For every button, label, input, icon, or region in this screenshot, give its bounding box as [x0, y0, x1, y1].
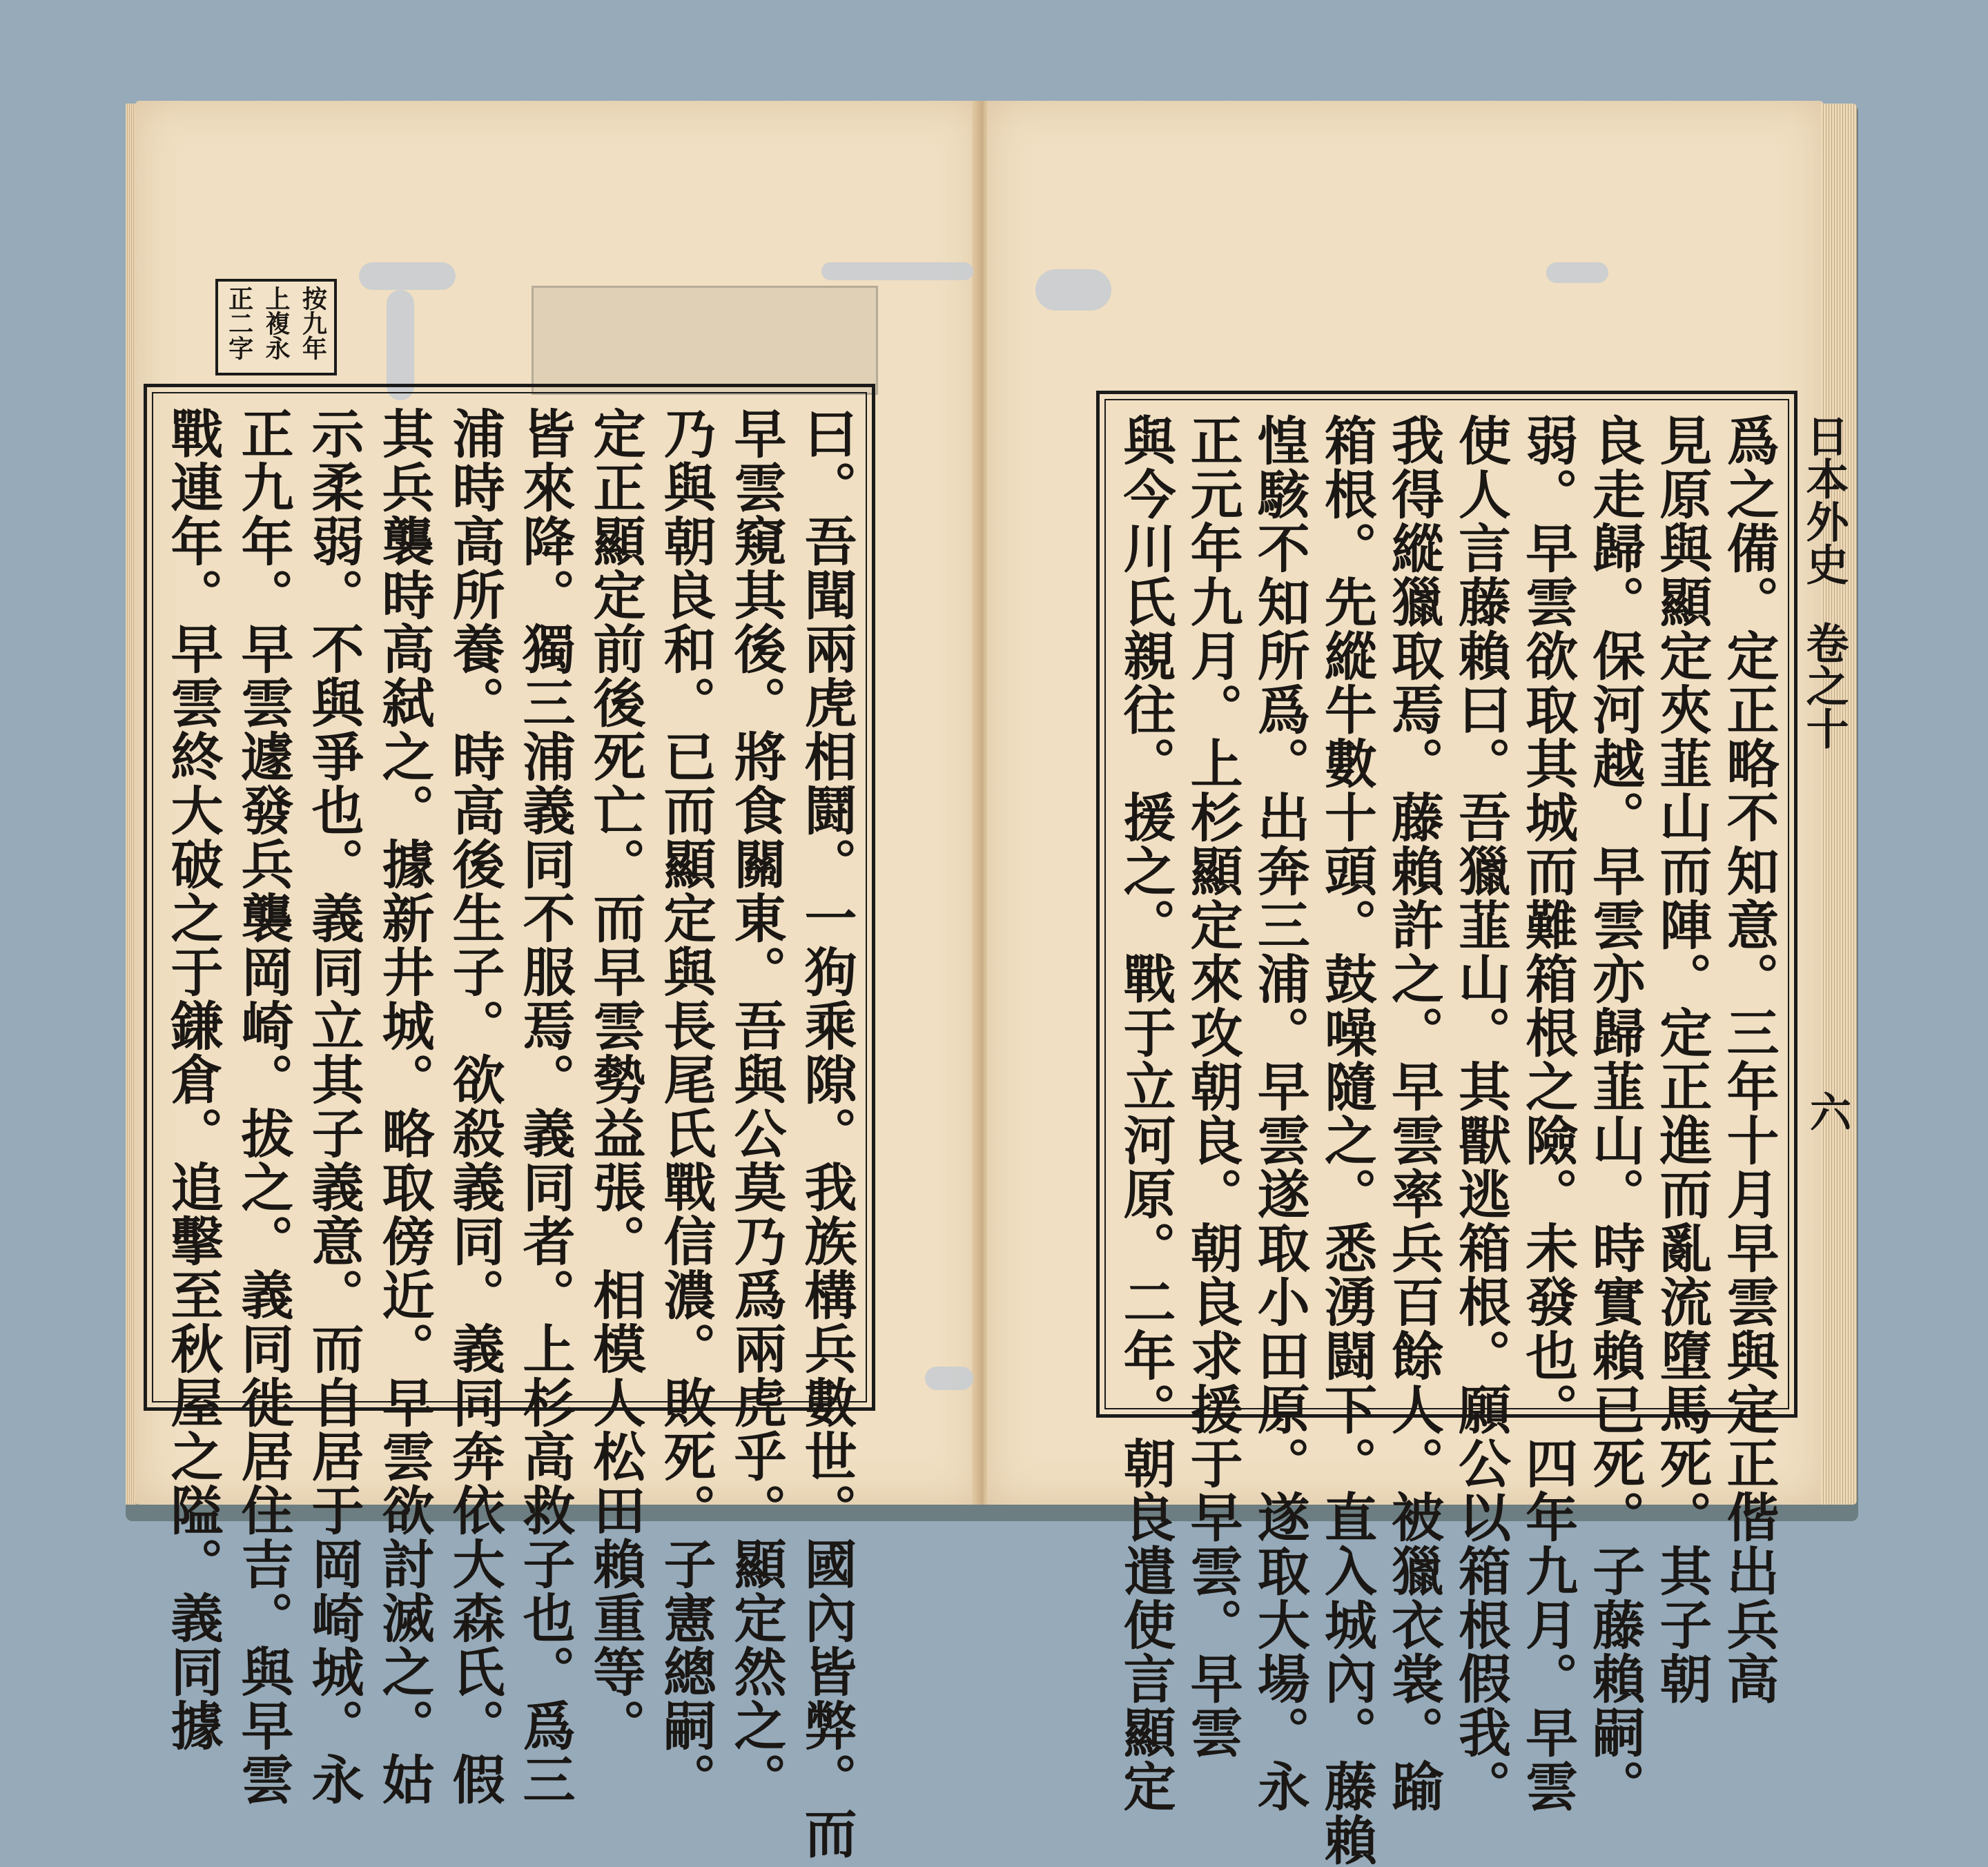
text-column: 定正顯定前後死亡。而早雲勢益張。相模人松田賴重等。 — [585, 407, 646, 1752]
text-column: 浦時高所養。時高後生子。欲殺義同。義同奔依大森氏。假 — [444, 407, 505, 1806]
text-column: 爲之備。定正略不知意。三年十月早雲與定正偕出兵高 — [1717, 413, 1780, 1705]
text-column: 正九年。早雲遽發兵襲岡崎。拔之。義同徙居住吉。與早雲 — [233, 407, 294, 1806]
text-column: 其兵襲時高弑之。據新井城。略取傍近。早雲欲討滅之。姑 — [373, 407, 435, 1806]
stain-mark — [821, 262, 973, 280]
text-column: 早雲窺其後。將食關東。吾與公莫乃爲兩虎乎。顯定然之。 — [725, 407, 787, 1806]
text-column: 良走歸。保河越。早雲亦歸韮山。時實賴已死。子藤賴嗣。 — [1583, 413, 1646, 1813]
text-column: 惶駭不知所爲。出奔三浦。早雲遂取小田原。遂取大場。永 — [1249, 413, 1311, 1813]
text-column: 我得縱獵取焉。藤賴許之。早雲率兵百餘人。被獵衣裳。踰 — [1383, 413, 1445, 1813]
stain-mark — [1546, 262, 1608, 283]
right-text-block — [1096, 391, 1797, 1867]
bleed-through-block — [532, 286, 878, 395]
text-column: 箱根。先縱牛數十頭。鼓噪隨之。悉湧闘下。直入城內。藤賴 — [1316, 413, 1378, 1867]
margin-note-line: 按九年 — [298, 286, 328, 360]
margin-note-line: 正二字 — [224, 286, 254, 360]
right-page-edges — [1821, 104, 1857, 1505]
text-column: 見原與顯定夾韮山而陣。定正進而亂流墮馬死。其子朝 — [1650, 413, 1713, 1705]
text-column: 曰。吾聞兩虎相鬪。一狗乘隙。我族構兵數世。國內皆弊。而 — [796, 407, 857, 1860]
stain-mark — [925, 1367, 973, 1390]
text-column: 皆來降。獨三浦義同不服焉。義同者。上杉高救子也。爲三 — [514, 407, 576, 1806]
running-title: 日本外史 — [1799, 414, 1849, 585]
left-text-columns — [162, 407, 857, 1860]
text-column: 弱。早雲欲取其城而難箱根之險。未發也。四年九月。早雲 — [1517, 413, 1579, 1813]
folio-number: 六 — [1803, 1091, 1851, 1132]
right-text-columns — [1115, 413, 1780, 1867]
text-column: 乃與朝良和。已而顯定與長尾氏戰信濃。敗死。子憲總嗣。 — [655, 407, 717, 1806]
text-column: 使人言藤賴曰。吾獵韮山。其獸逃箱根。願公以箱根假我。 — [1450, 413, 1512, 1813]
margin-note-line: 上複永 — [261, 286, 291, 360]
stain-mark — [359, 262, 456, 290]
text-column: 示柔弱。不與爭也。義同立其子義意。而自居于岡崎城。永 — [303, 407, 364, 1806]
margin-note — [215, 279, 337, 375]
left-text-block — [144, 384, 875, 1860]
volume-label: 卷之十 — [1799, 621, 1849, 750]
text-column: 戰連年。早雲終大破之于鎌倉。追擊至秋屋之隘。義同據 — [162, 407, 224, 1752]
text-column: 正元年九月。上杉顯定來攻朝良。朝良求援于早雲。早雲 — [1182, 413, 1244, 1759]
stain-mark — [1035, 269, 1111, 311]
text-column: 與今川氏親往。援之。戰于立河原。二年。朝良遣使言顯定 — [1115, 413, 1176, 1813]
